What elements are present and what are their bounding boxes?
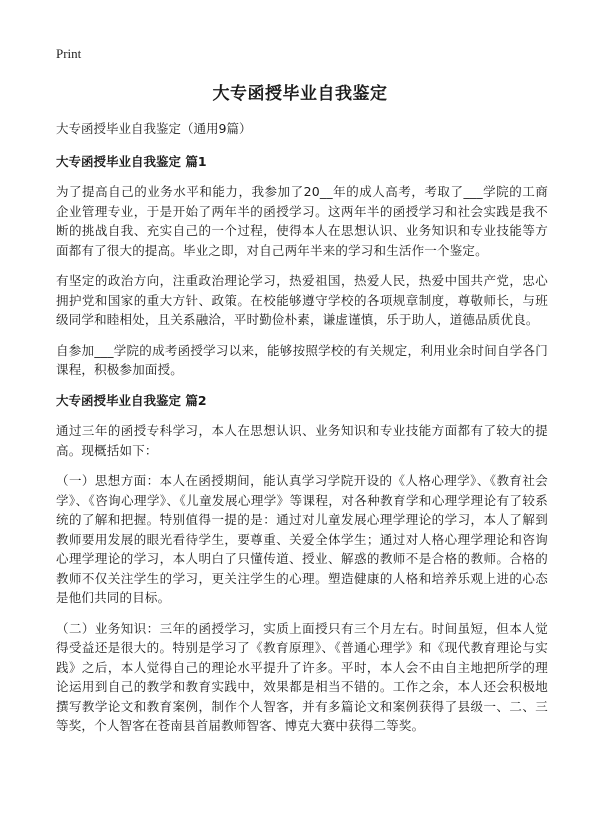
- document-body: [56, 119, 548, 747]
- page-title: 大专函授毕业自我鉴定: [212, 84, 388, 104]
- section-heading: 大专函授毕业自我鉴定 篇2: [56, 392, 207, 408]
- section-2: [56, 391, 548, 736]
- section-heading: 大专函授毕业自我鉴定 篇1: [56, 153, 207, 169]
- paragraph: （一）思想方面：本人在函授期间，能认真学习学院开设的《人格心理学》、《教育社会学》、《咨询心理学》、《儿童发展心理学》等课程，对各种教育学和心理学理论有了较系统的了解和把握。特别值得一提的是：通过对儿童发展心理学理论的学习，本人了解到教师要用发展的眼光看待学生，要尊重、关爱全体学生；通过对人格心理学理论和咨询心理学理论的学习，本人明白了只懂传道、授业、解惑的教师不是合格的教师。合格的教师不仅关注学生的学习，更关注学生的心理。塑造健康的人格和培养乐观上进的心态是他们共同的目标。: [56, 473, 548, 605]
- paragraph: 有坚定的政治方向，注重政治理论学习，热爱祖国，热爱人民，热爱中国共产党，忠心拥护党和国家的重大方针、政策。在校能够遵守学校的各项规章制度，尊敬师长，与班级同学和睦相处，且关系融洽，平时勤俭朴素，谦虚谨慎，乐于助人，道德品质优良。: [56, 273, 548, 327]
- paragraph: （二）业务知识：三年的函授学习，实质上面授只有三个月左右。时间虽短，但本人觉得受益还是很大的。特别是学习了《教育原理》、《普通心理学》和《现代教育理论与实践》之后，本人觉得自己的理论水平提升了许多。平时，本人会不由自主地把所学的理论运用到自己的教学和教育实践中，效果都是相当不错的。工作之余，本人还会积极地撰写教学论文和教育案例，制作个人智客，并有多篇论文和案例获得了县级一、二、三等奖，个人智客在苍南县首届教师智客、博克大赛中获得二等奖。: [56, 620, 548, 733]
- print-link[interactable]: Print: [56, 46, 82, 61]
- document-subtitle: 大专函授毕业自我鉴定（通用9篇）: [56, 121, 252, 136]
- paragraph: 为了提高自己的业务水平和能力，我参加了20__年的成人高考，考取了___学院的工商企业管理专业，于是开始了两年半的函授学习。这两年半的函授学习和社会实践是我不断的挑战自我、充实自己的一个过程，使得本人在思想认识、业务知识和专业技能等方面都有了很大的提高。毕业之即，对自己两年半来的学习和生活作一个鉴定。: [56, 184, 548, 258]
- section-1: [56, 152, 548, 380]
- paragraph: 自参加___学院的成考函授学习以来，能够按照学校的有关规定，利用业余时间自学各门课程，积极参加面授。: [56, 342, 548, 377]
- paragraph: 通过三年的函授专科学习，本人在思想认识、业务知识和专业技能方面都有了较大的提高。现概括如下：: [56, 423, 548, 458]
